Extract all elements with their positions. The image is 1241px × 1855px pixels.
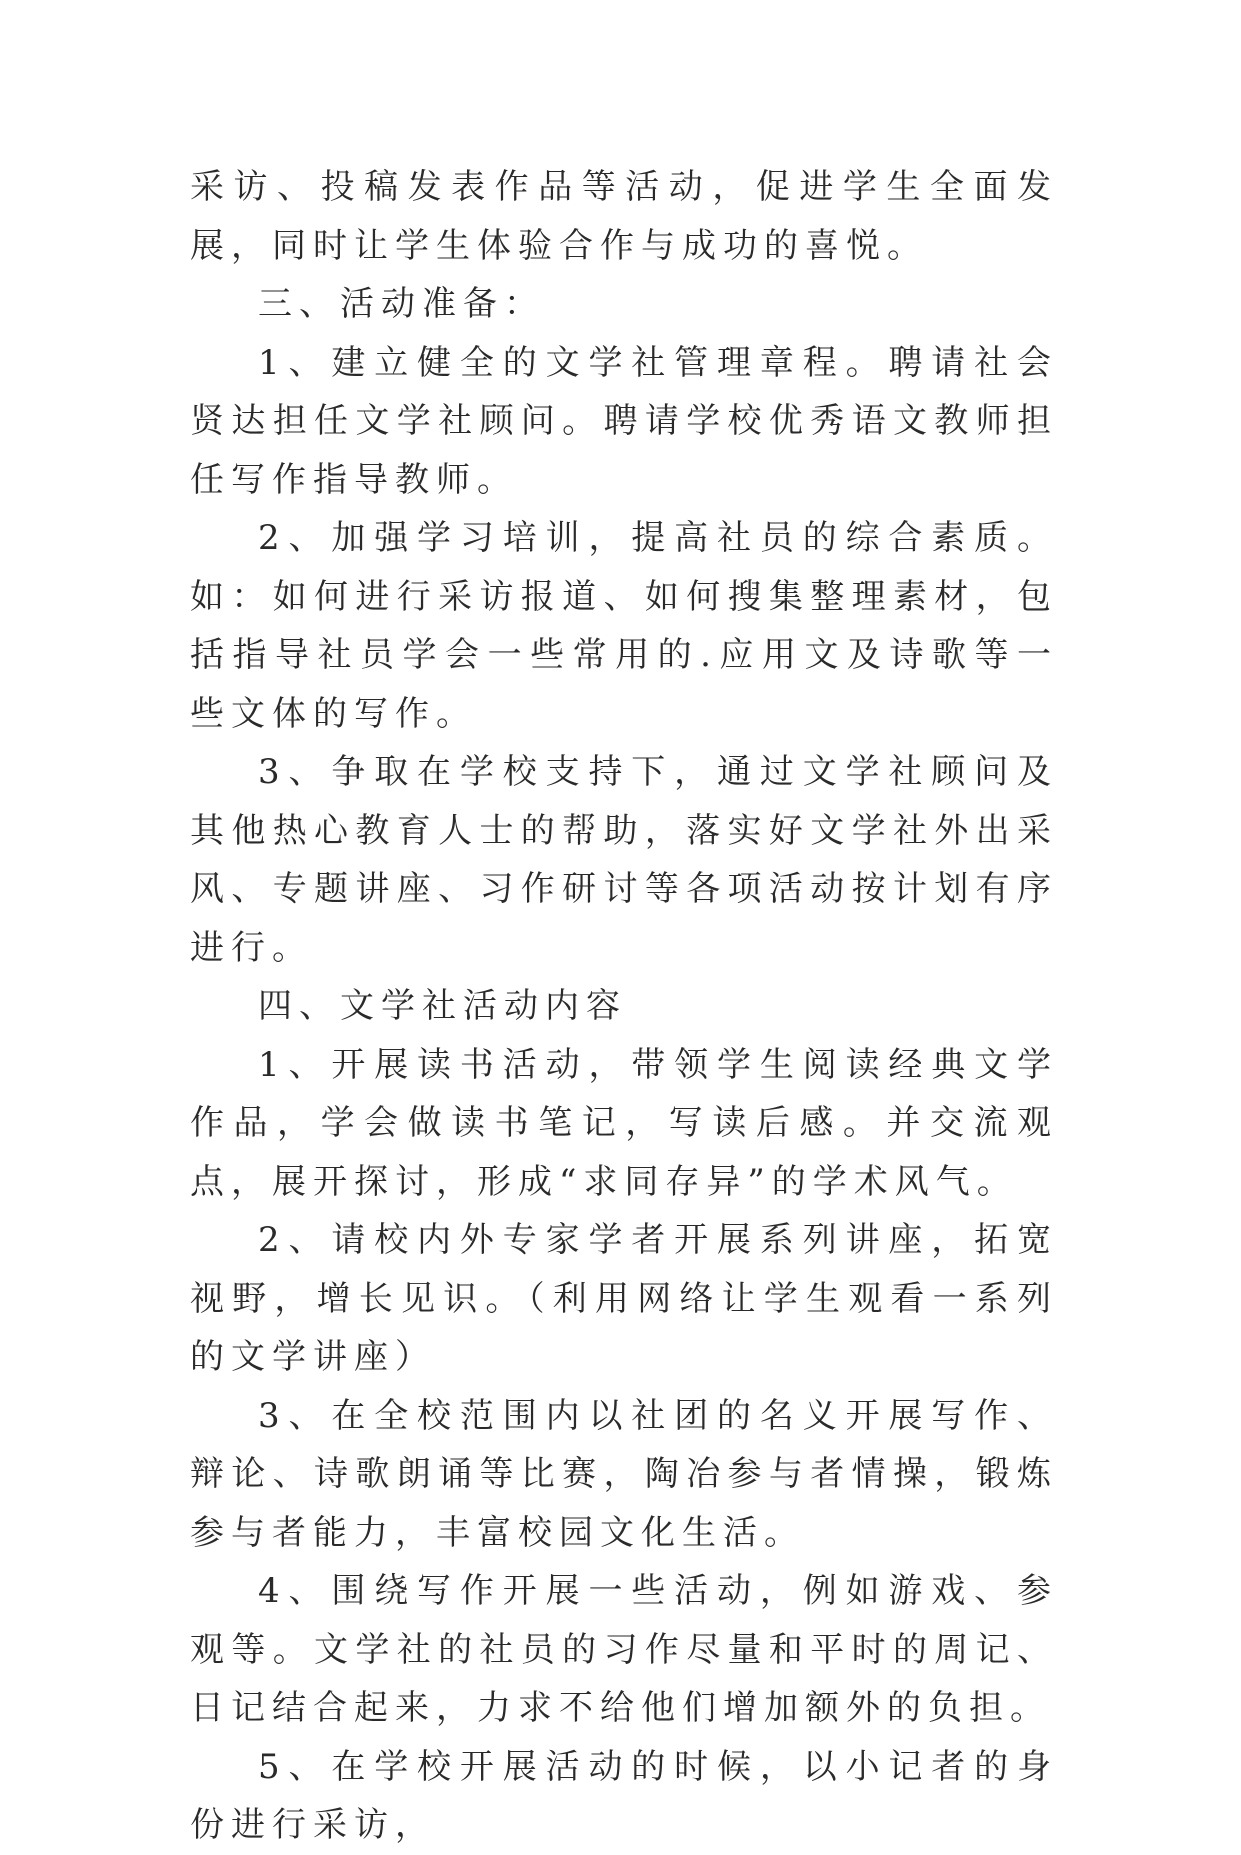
paragraph-activity-3: 3、在全校范围内以社团的名义开展写作、辩论、诗歌朗诵等比赛，陶冶参与者情操，锻炼参与者能力，丰富校园文化生活。 (190, 1395, 1058, 1553)
paragraph-preparation-3: 3、争取在学校支持下，通过文学社顾问及其他热心教育人士的帮助，落实好文学社外出采风、专题讲座、习作研讨等各项活动按计划有序进行。 (190, 752, 1058, 968)
paragraph-preparation-2: 2、加强学习培训，提高社员的综合素质。如：如何进行采访报道、如何搜集整理素材，包括指导社员学会一些常用的.应用文及诗歌等一些文体的写作。 (190, 518, 1058, 734)
paragraph-activity-1: 1、开展读书活动，带领学生阅读经典文学作品，学会做读书笔记，写读后感。并交流观点，展开探讨，形成“求同存异”的学术风气。 (190, 1044, 1058, 1202)
section-heading-preparation: 三、活动准备： (258, 284, 545, 324)
paragraph-activity-5: 5、在学校开展活动的时候，以小记者的身份进行采访， (190, 1746, 1058, 1845)
paragraph-intro-continuation: 采访、投稿发表作品等活动，促进学生全面发展，同时让学生体验合作与成功的喜悦。 (190, 167, 1058, 266)
document-body (190, 158, 1058, 1855)
paragraph-preparation-1: 1、建立健全的文学社管理章程。聘请社会贤达担任文学社顾问。聘请学校优秀语文教师担任写作指导教师。 (190, 342, 1058, 500)
paragraph-activity-2: 2、请校内外专家学者开展系列讲座，拓宽视野，增长见识。（利用网络让学生观看一系列的文学讲座） (190, 1220, 1058, 1377)
section-heading-activities: 四、文学社活动内容 (258, 986, 627, 1026)
paragraph-activity-4: 4、围绕写作开展一些活动，例如游戏、参观等。文学社的社员的习作尽量和平时的周记、日记结合起来，力求不给他们增加额外的负担。 (190, 1571, 1058, 1728)
